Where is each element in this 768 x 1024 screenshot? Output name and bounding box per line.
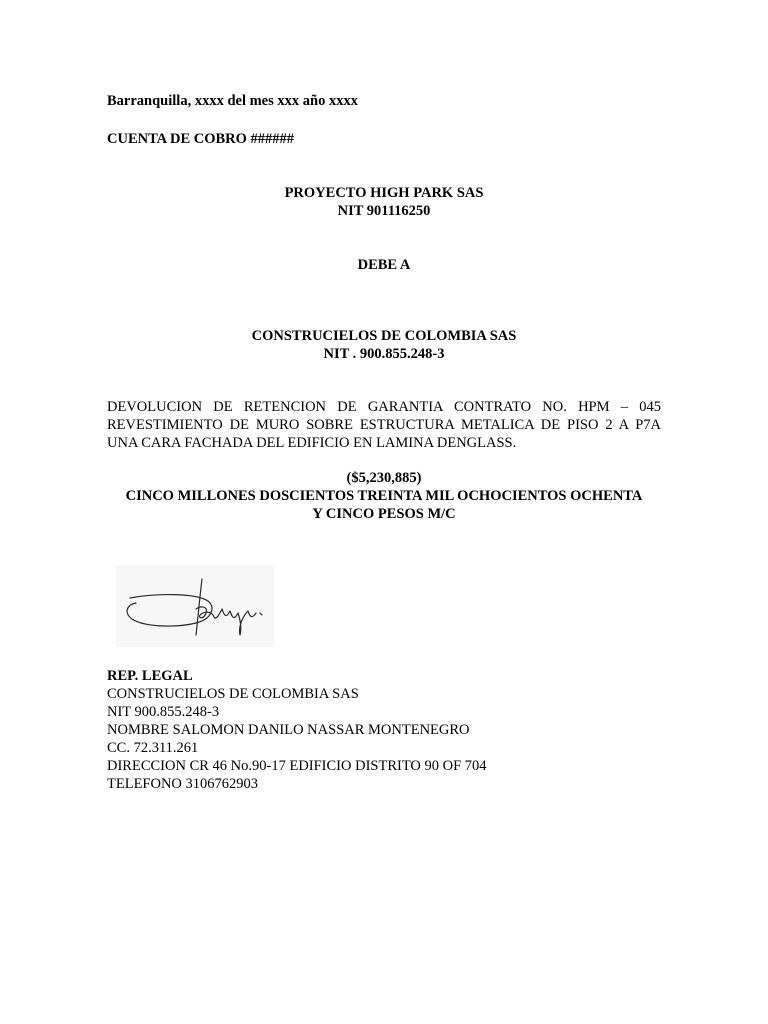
owes-label: DEBE A [357,257,411,273]
document-title: CUENTA DE COBRO ###### [107,131,295,147]
legal-rep-id: CC. 72.311.261 [107,740,199,756]
place-date: Barranquilla, xxxx del mes xxx año xxxx [107,93,358,109]
handwritten-signature [116,565,274,647]
legal-rep-name: NOMBRE SALOMON DANILO NASSAR MONTENEGRO [107,722,470,738]
concept-line-2: REVESTIMIENTO DE MURO SOBRE ESTRUCTURA METALICA DE PISO 2 A P7A [107,417,661,433]
creditor-nit: NIT . 900.855.248-3 [323,346,445,362]
amount-words-line-2: Y CINCO PESOS M/C [312,506,456,522]
creditor-name: CONSTRUCIELOS DE COLOMBIA SAS [251,328,517,344]
concept-line-1: DEVOLUCION DE RETENCION DE GARANTIA CONTRATO NO. HPM – 045 [107,399,661,415]
legal-rep-nit: NIT 900.855.248-3 [107,704,220,720]
legal-rep-company: CONSTRUCIELOS DE COLOMBIA SAS [107,686,359,702]
legal-rep-label: REP. LEGAL [107,668,193,684]
debtor-nit: NIT 901116250 [337,203,431,219]
legal-rep-phone: TELEFONO 3106762903 [107,776,259,792]
amount-words-line-1: CINCO MILLONES DOSCIENTOS TREINTA MIL OCHOCIENTOS OCHENTA [125,488,643,504]
concept-line-3: UNA CARA FACHADA DEL EDIFICIO EN LAMINA DENGLASS. [107,435,517,451]
debtor-name: PROYECTO HIGH PARK SAS [284,185,484,201]
legal-rep-address: DIRECCION CR 46 No.90-17 EDIFICIO DISTRITO 90 OF 704 [107,758,487,774]
amount-numeric: ($5,230,885) [346,470,422,486]
